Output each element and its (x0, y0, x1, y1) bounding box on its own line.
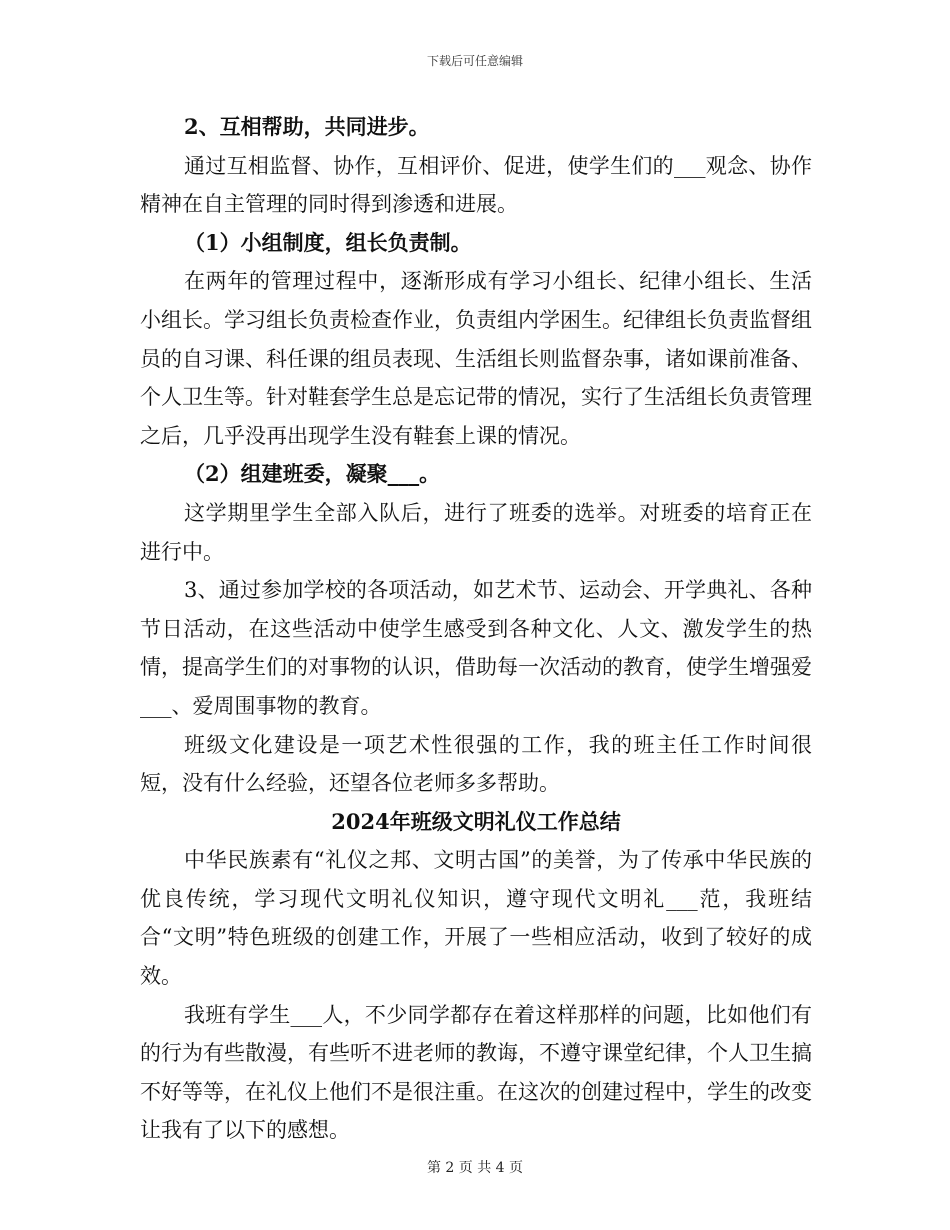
subsection-heading-class-committee: （2）组建班委，凝聚___。 (184, 461, 441, 487)
body-paragraph: 中华民族素有“礼仪之邦、文明古国”的美誉，为了传承中华民族的优良传统，学习现代文明礼仪知识，遵守现代文明礼___范，我班结合“文明”特色班级的创建工作，开展了一些相应活动，收到了较好的成效。 (140, 848, 812, 989)
document-title: 2024年班级文明礼仪工作总结 (331, 808, 621, 834)
body-paragraph: 班级文化建设是一项艺术性很强的工作，我的班主任工作时间很短，没有什么经验，还望各位老师多多帮助。 (140, 732, 812, 796)
body-paragraph: 通过互相监督、协作，互相评价、促进，使学生们的___观念、协作精神在自主管理的同时得到渗透和进展。 (140, 153, 812, 217)
page-footer: 第 2 页 共 4 页 (426, 1160, 524, 1176)
body-paragraph: 我班有学生___人，不少同学都存在着这样那样的问题，比如他们有的行为有些散漫，有些听不进老师的教诲，不遵守课堂纪律，个人卫生搞不好等等，在礼仪上他们不是很注重。在这次的创建过程中，学生的改变让我有了以下的感想。 (140, 1002, 812, 1143)
subsection-heading-group-system: （1）小组制度，组长负责制。 (184, 229, 472, 255)
body-paragraph: 这学期里学生全部入队后，进行了班委的选举。对班委的培育正在进行中。 (140, 500, 812, 564)
body-paragraph: 在两年的管理过程中，逐渐形成有学习小组长、纪律小组长、生活小组长。学习组长负责检查作业，负责组内学困生。纪律组长负责监督组员的自习课、科任课的组员表现、生活组长则监督杂事，诸如课前准备、个人卫生等。针对鞋套学生总是忘记带的情况，实行了生活组长负责管理之后，几乎没再出现学生没有鞋套上课的情况。 (140, 269, 812, 448)
document-body (140, 108, 812, 1150)
section-heading-mutual-help: 2、互相帮助，共同进步。 (184, 114, 430, 139)
page-header: 下载后可任意编辑 (426, 54, 523, 68)
body-paragraph: 3、通过参加学校的各项活动，如艺术节、运动会、开学典礼、各种节日活动，在这些活动中使学生感受到各种文化、人文、激发学生的热情，提高学生们的对事物的认识，借助每一次活动的教育，使学生增强爱___、爱周围事物的教育。 (140, 578, 812, 718)
